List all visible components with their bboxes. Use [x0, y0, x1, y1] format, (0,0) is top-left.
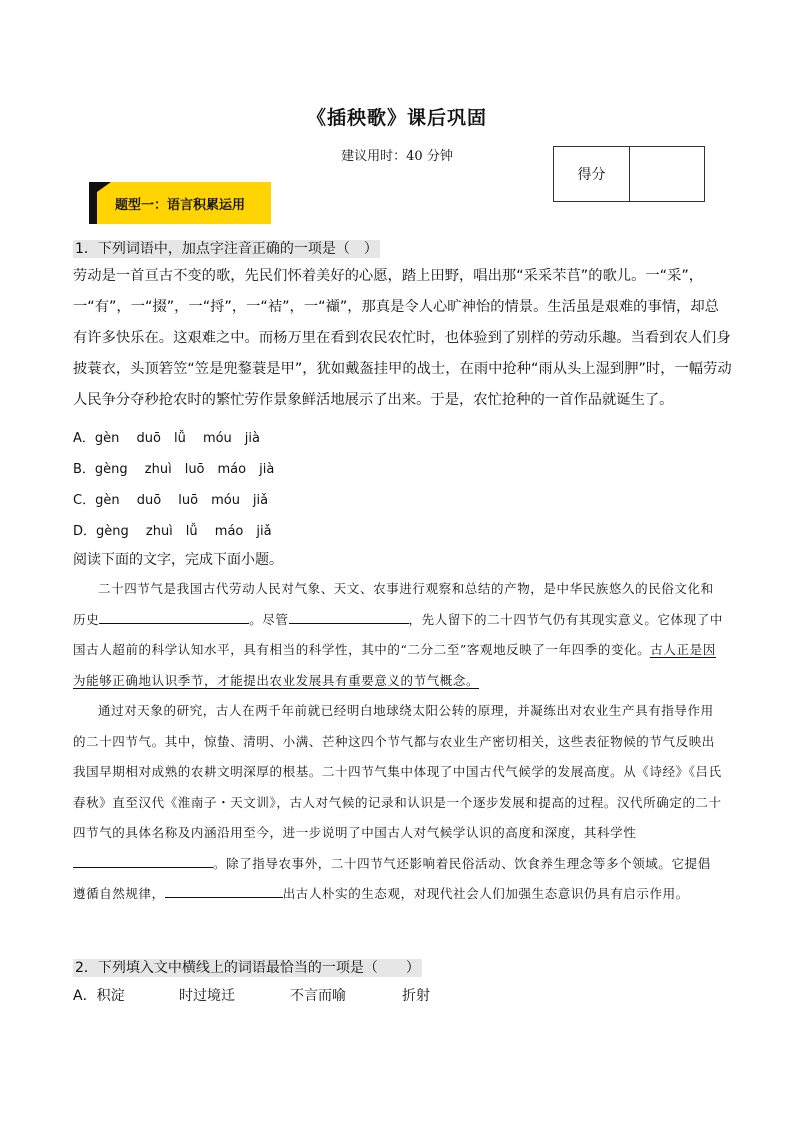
blank-4[interactable]: [165, 883, 283, 898]
reading-passage: [73, 574, 723, 910]
question-1-stem: 1．下列词语中，加点字注音正确的一项是（ ）: [75, 241, 378, 257]
passage-paragraph-2: 通过对天象的研究，古人在两千年前就已经明白地球绕太阳公转的原理，并凝练出对农业生产具有指导作用的二十四节气。其中，惊蛰、清明、小满、芒种这四个节气都与农业生产密切相关，这些表征物候的节气反映出我国早期相对成熟的农耕文明深厚的根基。二十四节气集中体现了中国古代气候学的发展高度。从《诗经》《吕氏春秋》直至汉代《淮南子・天文训》，古人对气候的记录和认识是一个逐步发展和提高的过程。汉代所确定的二十四节气的具体名称及内涵沿用至今，进一步说明了中国古人对气候学认识的高度和深度，其科学性。除了指导农事外，二十四节气还影响着民俗活动、饮食养生理念等多个领域。它提倡遵循自然规律， 出古人朴实的生态观，对现代社会人们加强生态意识仍具有启示作用。: [73, 703, 722, 901]
section-banner: [89, 182, 271, 224]
banner-accent-bar: [89, 182, 97, 224]
reading-instruction: 阅读下面的文字，完成下面小题。: [73, 552, 283, 568]
blank-1[interactable]: [99, 609, 249, 624]
question-1-option-b[interactable]: B．gèng zhuì luō máo jià: [73, 462, 275, 477]
suggested-time: 建议用时：40 分钟: [341, 149, 453, 164]
passage-paragraph-1: 二十四节气是我国古代劳动人民对气象、天文、农事进行观察和总结的产物，是中华民族悠久的民俗文化和历史 。尽管 ，先人留下的二十四节气仍有其现实意义。它体现了中国古人超前的科学认知水平，具有相当的科学性，其中的“二分二至”客观地反映了一年四季的变化。古人正是因为能够正确地认识季节，才能提出农业发展具有重要意义的节气概念。: [73, 581, 723, 688]
question-1-option-c[interactable]: C．gèn duō luō móu jiǎ: [73, 493, 269, 508]
blank-3[interactable]: [73, 853, 213, 868]
blank-2[interactable]: [289, 609, 409, 624]
score-label: 得分: [554, 147, 630, 201]
question-2-stem: 2．下列填入文中横线上的词语最恰当的一项是（ ）: [75, 960, 420, 976]
question-1-paragraph: 劳动是一首亘古不变的歌，先民们怀着美好的心愿，踏上田野，唱出那“采采芣苢”的歌儿。一“采”，一“有”，一“掇”，一“捋”，一“袺”，一“襭”，那真是令人心旷神怡的情景。生活虽是艰难的事情，却总有许多快乐在。这艰难之中。而杨万里在看到农民农忙时，也体验到了别样的劳动乐趣。当看到农人们身披蓑衣，头顶箬笠“笠是兜鍪蓑是甲”，犹如戴盔挂甲的战士，在雨中抢种“雨从头上湿到胛”时，一幅劳动人民争分夺秒抢农时的繁忙劳作景象鲜活地展示了出来。于是，农忙抢种的一首作品就诞生了。: [73, 268, 732, 408]
score-box: [553, 146, 705, 202]
option-word-2: 时过境迁: [179, 988, 235, 1004]
page-title: 《插秧歌》课后巩固: [306, 107, 487, 129]
option-word-4: 折射: [402, 988, 430, 1004]
question-1-option-d[interactable]: D．gèng zhuì lǚ máo jiǎ: [73, 524, 272, 539]
option-word-1: A．积淀: [73, 988, 125, 1004]
question-1-option-a[interactable]: A．gèn duō lǚ móu jià: [73, 431, 260, 446]
option-word-3: 不言而喻: [290, 988, 346, 1004]
underlined-sentence: 古人正是因为能够正确地认识季节，才能提出农业发展具有重要意义的节气概念。: [73, 642, 716, 688]
section-title: 题型一：语言积累运用: [115, 198, 246, 213]
score-field[interactable]: [630, 147, 704, 201]
